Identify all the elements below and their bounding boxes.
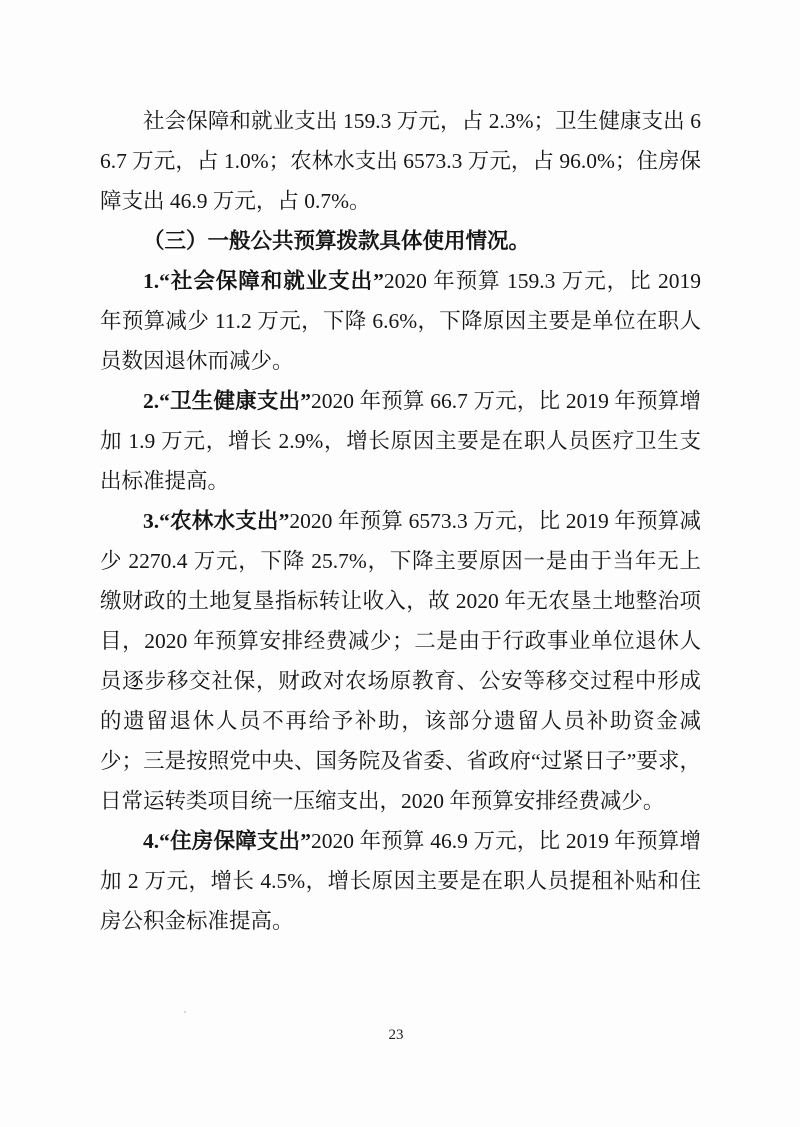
budget-item-1-lead: 1.“社会保障和就业支出” (143, 269, 384, 293)
budget-item-1-body: 2020 年预算 159.3 万元，比 2019 年预算减少 11.2 万元，下降 6.6%，下降原因主要是单位在职人员数因退休而减少。 (100, 269, 701, 373)
budget-item-3-body: 2020 年预算 6573.3 万元，比 2019 年预算减少 2270.4 万元，下降 25.7%，下降主要原因一是由于当年无上缴财政的土地复垦指标转让收入，故 2020 年无农垦土地整治项目，2020 年预算安排经费减少；二是由于行政事业单位退休人员逐步移交社保，财政对农场原教育、公安等移交过程中形成的遗留退休人员不再给予补助，该部分遗留人员补助资金减少；三是按照党中央、国务院及省委、省政府“过紧日子”要求，日常运转类项目统一压缩支出，2020 年预算安排经费减少。 (100, 509, 701, 813)
budget-item-paragraph-2 (100, 381, 701, 501)
budget-item-4-body: 2020 年预算 46.9 万元，比 2019 年预算增加 2 万元，增长 4.5%，增长原因主要是在职人员提租补贴和住房公积金标准提高。 (100, 829, 701, 933)
budget-item-2-body: 2020 年预算 66.7 万元，比 2019 年预算增加 1.9 万元，增长 2.9%，增长原因主要是在职人员医疗卫生支出标准提高。 (100, 389, 701, 493)
scan-artifact-speck (184, 1011, 186, 1013)
budget-item-3-lead: 3.“农林水支出” (143, 509, 290, 533)
section-heading: （三）一般公共预算拨款具体使用情况。 (143, 229, 531, 253)
budget-item-paragraph-1 (100, 261, 701, 381)
budget-item-2-lead: 2.“卫生健康支出” (143, 389, 312, 413)
budget-item-paragraph-4 (100, 821, 701, 941)
intro-paragraph: 社会保障和就业支出 159.3 万元，占 2.3%；卫生健康支出 66.7 万元，占 1.0%；农林水支出 6573.3 万元，占 96.0%；住房保障支出 46.9 万元，占 0.7%。 (100, 109, 701, 213)
page-content (100, 101, 701, 941)
budget-item-paragraph-3 (100, 501, 701, 821)
budget-item-4-lead: 4.“住房保障支出” (143, 829, 312, 853)
page-number: 23 (388, 1027, 404, 1043)
